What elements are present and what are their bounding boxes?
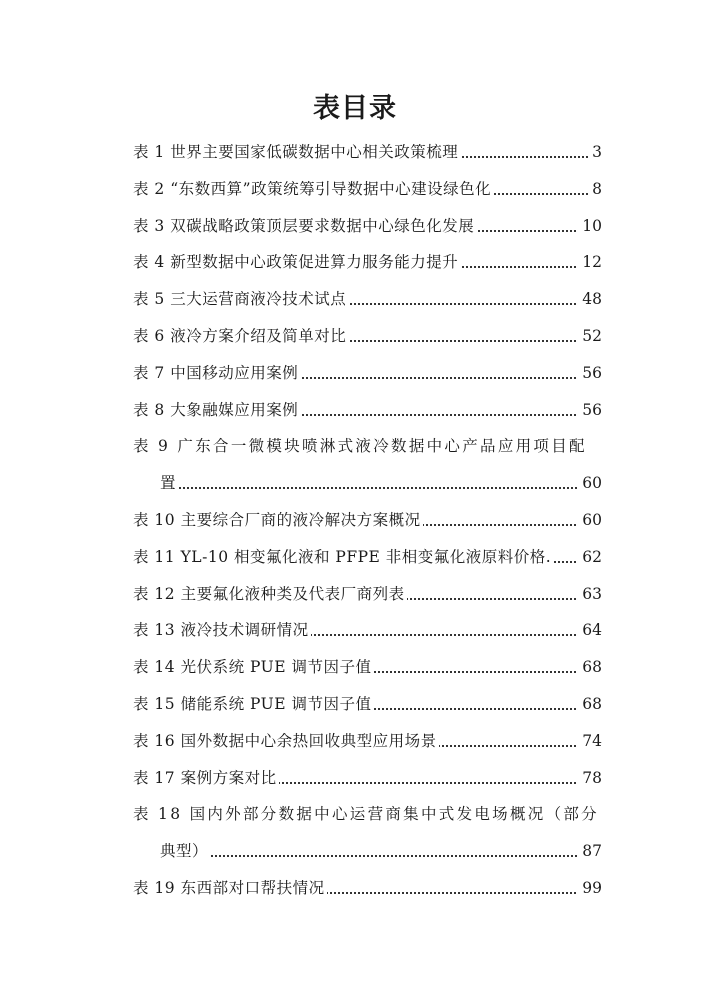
toc-entry-label: 表 10 主要综合厂商的液冷解决方案概况 [133, 502, 423, 539]
toc-entry-11[interactable] [0, 539, 710, 576]
toc-entry-6[interactable] [0, 318, 710, 355]
toc-entry-label: 表 2 “东数西算”政策统筹引导数据中心建设绿色化 [133, 171, 493, 208]
toc-entry-label: 表 5 三大运营商液冷技术试点 [133, 281, 348, 318]
toc-entry-page: 52 [578, 318, 602, 355]
toc-entry-15[interactable] [0, 686, 710, 723]
toc-entry-page: 87 [578, 833, 602, 870]
dot-leader [160, 855, 596, 857]
toc-entry-9-line-1[interactable] [0, 428, 710, 465]
toc-entry-label: 表 13 液冷技术调研情况 [133, 612, 311, 649]
toc-entry-label: 表 19 东西部对口帮扶情况 [133, 870, 327, 907]
toc-entry-label: 表 17 案例方案对比 [133, 760, 279, 797]
toc-entry-label: 表 1 世界主要国家低碳数据中心相关政策梳理 [133, 134, 460, 171]
toc-entry-1[interactable] [0, 134, 710, 171]
toc-entry-label: 表 14 光伏系统 PUE 调节因子值 [133, 649, 373, 686]
toc-entry-page: 56 [578, 355, 602, 392]
toc-entry-page: 60 [578, 465, 602, 502]
toc-entry-5[interactable] [0, 281, 710, 318]
toc-entry-label-continued: 置 [160, 465, 178, 502]
toc-entry-label-continued: 典型） [160, 833, 210, 870]
toc-entry-16[interactable] [0, 723, 710, 760]
toc-entry-page: 48 [578, 281, 602, 318]
toc-entry-17[interactable] [0, 760, 710, 797]
toc-entry-page: 68 [578, 649, 602, 686]
toc-entry-12[interactable] [0, 576, 710, 613]
toc-entry-label: 表 3 双碳战略政策顶层要求数据中心绿色化发展 [133, 208, 476, 245]
toc-entry-page: 99 [578, 870, 602, 907]
dot-leader [160, 487, 596, 489]
table-of-contents [0, 134, 710, 924]
toc-entry-label: 表 4 新型数据中心政策促进算力服务能力提升 [133, 244, 460, 281]
toc-entry-page: 63 [578, 576, 602, 613]
toc-entry-9-line-2[interactable] [0, 465, 710, 502]
toc-entry-label: 表 8 大象融媒应用案例 [133, 392, 300, 429]
toc-entry-page: 56 [578, 392, 602, 429]
toc-entry-page: 12 [578, 244, 602, 281]
toc-entry-7[interactable] [0, 355, 710, 392]
toc-entry-2[interactable] [0, 171, 710, 208]
toc-entry-label: 表 15 储能系统 PUE 调节因子值 [133, 686, 373, 723]
toc-entry-label: 表 16 国外数据中心余热回收典型应用场景 [133, 723, 439, 760]
toc-entry-13[interactable] [0, 612, 710, 649]
toc-entry-label: 表 18 国内外部分数据中心运营商集中式发电场概况（部分 [133, 796, 601, 833]
toc-entry-page: 3 [588, 134, 602, 171]
toc-entry-4[interactable] [0, 244, 710, 281]
toc-entry-18-line-2[interactable] [0, 833, 710, 870]
toc-entry-label: 表 7 中国移动应用案例 [133, 355, 300, 392]
toc-entry-page: 62 [578, 539, 602, 576]
toc-entry-19[interactable] [0, 870, 710, 907]
toc-entry-label: 表 9 广东合一微模块喷淋式液冷数据中心产品应用项目配 [133, 428, 589, 465]
toc-entry-14[interactable] [0, 649, 710, 686]
toc-entry-3[interactable] [0, 208, 710, 245]
toc-entry-page: 10 [578, 208, 602, 245]
toc-entry-page: 60 [578, 502, 602, 539]
toc-entry-18-line-1[interactable] [0, 796, 710, 833]
toc-entry-10[interactable] [0, 502, 710, 539]
toc-entry-label: 表 12 主要氟化液种类及代表厂商列表 [133, 576, 407, 613]
toc-entry-label: 表 11 YL-10 相变氟化液和 PFPE 非相变氟化液原料价格. [133, 539, 553, 576]
toc-entry-page: 68 [578, 686, 602, 723]
page-title: 表目录 [313, 93, 397, 124]
toc-entry-page: 78 [578, 760, 602, 797]
toc-entry-page: 64 [578, 612, 602, 649]
toc-entry-label: 表 6 液冷方案介绍及简单对比 [133, 318, 348, 355]
toc-entry-8[interactable] [0, 392, 710, 429]
toc-entry-page: 8 [588, 171, 602, 208]
toc-entry-page: 74 [578, 723, 602, 760]
